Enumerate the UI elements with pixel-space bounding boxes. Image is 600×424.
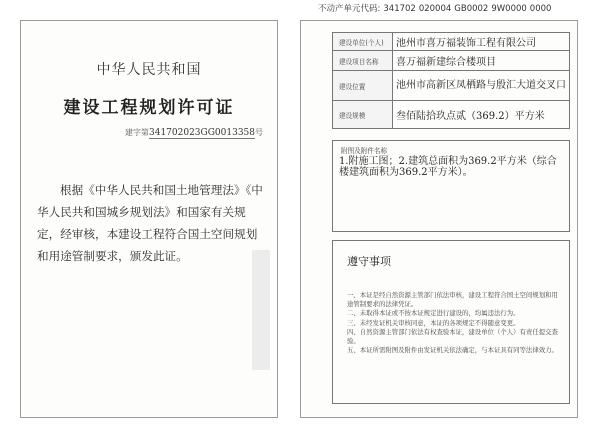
field-label: 建设规模 [333, 101, 393, 129]
permit-body-text: 根据《中华人民共和国土地管理法》《中华人民共和国城乡规划法》和国家有关规定，经审核，本建设工程符合国土空间规划和用途管制要求，颁发此证。 [37, 183, 263, 263]
permit-title: 建设工程规划许可证 [63, 98, 235, 118]
notice-item: 一、本证是经自然资源主管部门依法审核，建设工程符合国土空间规划和用途管制要求的法律凭证。 [347, 291, 558, 309]
code-part: 9W0000 [491, 4, 527, 14]
notice-item: 五、本证所需附图及附件由发证机关依法确定，与本证具有同等法律效力。 [347, 346, 558, 355]
code-part: 020004 [418, 4, 452, 14]
code-part: 0000 [529, 4, 552, 14]
attachments-text: 1.附施工图；2.建筑总面积为369.2平方米（综合楼建筑面积为369.2平方米）。 [339, 156, 557, 178]
code-part: 341702 [383, 4, 416, 14]
attachments-box [332, 140, 570, 232]
notice-item: 三、未经发证机关审核同意，本证的各项规定不得随意变更。 [347, 318, 520, 327]
notice-box [332, 240, 570, 404]
field-value: 叁佰陆拾玖点贰（369.2）平方米 [393, 101, 570, 129]
field-label: 建设单位(个人) [333, 33, 393, 51]
field-value: 池州市喜万福装饰工程有限公司 [393, 33, 570, 51]
code-part: GB0002 [454, 4, 489, 14]
notice-title: 遵守事项 [347, 255, 391, 268]
code-label: 不动产单元代码: [318, 4, 381, 14]
permit-number [125, 127, 263, 138]
notice-list [333, 291, 569, 355]
notice-item: 二、未取得本证或不按本证规定进行建设的，均属违法行为。 [347, 309, 520, 318]
permit-left-page [20, 20, 278, 418]
field-label: 建设项目名称 [333, 51, 393, 71]
notice-item: 四、自然资源主管部门依法有权查验本证，建设单位（个人）有责任提交查验。 [347, 327, 558, 346]
project-info-table [332, 32, 570, 129]
info-row [333, 71, 570, 101]
permit-number-suffix: 号 [255, 128, 263, 137]
permit-number-value: 341702023GG0013358 [149, 128, 255, 138]
field-value: 喜万福新建综合楼项目 [393, 51, 570, 71]
attachments-header: 附图及附件名称 [341, 147, 388, 155]
field-label: 建设位置 [333, 71, 393, 101]
property-unit-code [318, 2, 551, 14]
seal-placeholder [252, 250, 270, 370]
permit-number-prefix: 建字第 [125, 128, 149, 137]
country-name: 中华人民共和国 [96, 62, 202, 78]
info-row [333, 101, 570, 129]
info-row [333, 51, 570, 71]
info-row [333, 33, 570, 51]
field-value: 池州市高新区凤栖路与殷汇大道交叉口 [393, 71, 570, 101]
